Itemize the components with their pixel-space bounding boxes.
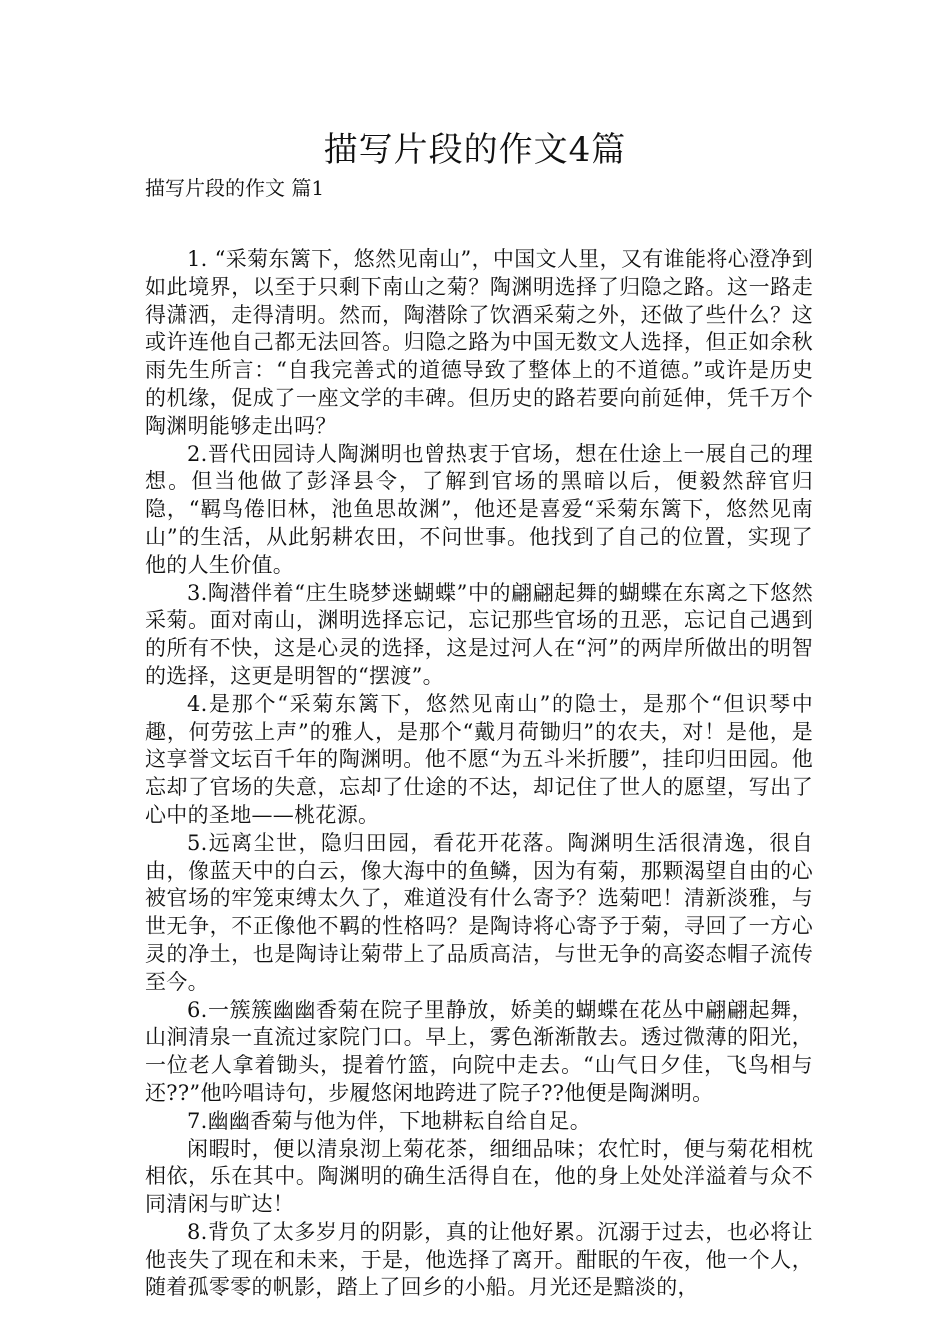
paragraph-7: 7.幽幽香菊与他为伴，下地耕耘自给自足。: [187, 1108, 592, 1133]
paragraph-8: 闲暇时，便以清泉沏上菊花茶，细细品味；农忙时，便与菊花相枕相依，乐在其中。陶渊明的确生活得自在，他的身上处处洋溢着与众不同清闲与旷达！: [145, 1136, 813, 1217]
paragraph-2: 2.晋代田园诗人陶渊明也曾热衷于官场，想在仕途上一展自己的理想。但当他做了彭泽县令，了解到官场的黑暗以后，便毅然辞官归隐，“羁鸟倦旧林，池鱼思故渊”，他还是喜爱“采菊东篱下，悠然见南山”的生活，从此躬耕农田，不问世事。他找到了自己的位置，实现了他的人生价值。: [145, 441, 813, 577]
paragraph-1: 1. “采菊东篱下，悠然见南山”，中国文人里，又有谁能将心澄净到如此境界，以至于只剩下南山之菊？陶渊明选择了归隐之路。这一路走得潇洒，走得清明。然而，陶潜除了饮酒采菊之外，还做了些什么？这或许连他自己都无法回答。归隐之路为中国无数文人选择，但正如余秋雨先生所言：“自我完善式的道德导致了整体上的不道德。”或许是历史的机缘，促成了一座文学的丰碑。但历史的路若要向前延伸，凭千万个陶渊明能够走出吗？: [145, 247, 813, 438]
document-title: 描写片段的作文4篇: [323, 130, 627, 170]
paragraph-9: 8.背负了太多岁月的阴影，真的让他好累。沉溺于过去，也必将让他丧失了现在和未来，于是，他选择了离开。酣眠的午夜，他一个人，随着孤零零的帆影，踏上了回乡的小船。月光还是黯淡的，: [145, 1219, 813, 1300]
paragraph-5: 5.远离尘世，隐归田园，看花开花落。陶渊明生活很清逸，很自由，像蓝天中的白云，像大海中的鱼鳞，因为有菊，那颗渴望自由的心被官场的牢笼束缚太久了，难道没有什么寄予？选菊吧！清新淡雅，与世无争，不正像他不羁的性格吗？是陶诗将心寄予于菊，寻回了一方心灵的净土，也是陶诗让菊带上了品质高洁，与世无争的高姿态帽子流传至今。: [145, 830, 813, 994]
paragraph-6: 6.一簇簇幽幽香菊在院子里静放，娇美的蝴蝶在花丛中翩翩起舞，山涧清泉一直流过家院门口。早上，雾色渐渐散去。透过微薄的阳光，一位老人拿着锄头，提着竹篮，向院中走去。“山气日夕佳，飞鸟相与还??”他吟唱诗句，步履悠闲地跨进了院子??他便是陶渊明。: [145, 997, 813, 1105]
paragraph-4: 4.是那个“采菊东篱下，悠然见南山”的隐士，是那个“但识琴中趣，何劳弦上声”的雅人，是那个“戴月荷锄归”的农夫，对！是他，是这享誉文坛百千年的陶渊明。他不愿“为五斗米折腰”，挂印归田园。他忘却了官场的失意，忘却了仕途的不达，却记住了世人的愿望，写出了心中的圣地——桃花源。: [145, 691, 813, 827]
section-heading: 描写片段的作文 篇1: [145, 176, 325, 200]
paragraph-3: 3.陶潜伴着“庄生晓梦迷蝴蝶”中的翩翩起舞的蝴蝶在东离之下悠然采菊。面对南山，渊明选择忘记，忘记那些官场的丑恶，忘记自己遇到的所有不快，这是心灵的选择，这是过河人在“河”的两岸所做出的明智的选择，这更是明智的“摆渡”。: [145, 580, 813, 688]
article-body: [145, 246, 813, 1302]
